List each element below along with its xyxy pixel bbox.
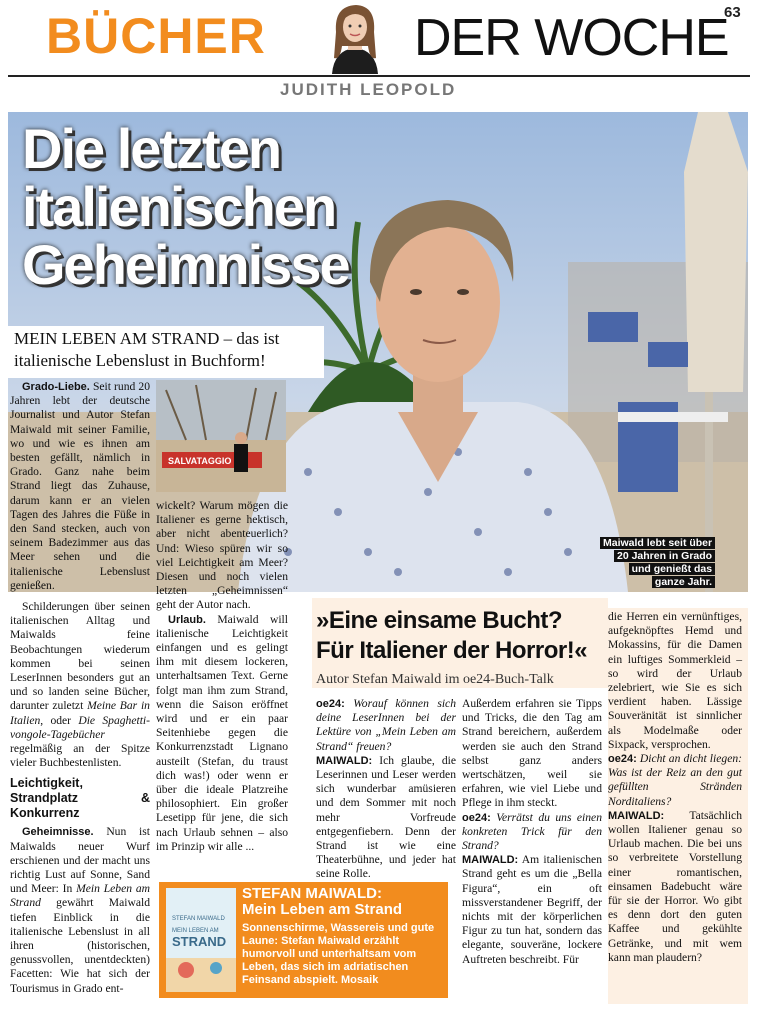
lifeguard-sign: SALVATAGGIO xyxy=(168,456,232,466)
header-rule xyxy=(8,75,750,77)
headline-line-2: italienischen xyxy=(22,175,336,238)
paragraph: Maiwald will italienische Leichtigkeit einfangen und es gelingt ihm mit diesem lockeren, unterhaltsamen Text. Gerne folgt man ihm zum Strand, wenn die Saison eröffnet wird und er ein paar Seitenhiebe gegen die Konkurrenzstadt Lignano austeilt (Stefan, du traust dich was!) oder wenn er über die ideale Platzreihe philosophiert. Ein großer Lesetipp für jene, die sich nach Urlaub sehnen – also im Prinzip wir alle ... xyxy=(156,612,288,853)
article-column-2 xyxy=(156,499,288,854)
answer-label: MAIWALD: xyxy=(462,854,519,867)
paragraph: Schilderungen über seinen italienischen Alltag und Maiwalds feine Beobachtungen wiederum kommen bei seinen LeserInnen besonders gut an und so landen seine Bücher, darunter zuletzt xyxy=(10,600,150,713)
paragraph: Seit rund 20 Jahren lebt der deutsche Journalist und Autor Stefan Maiwald mit seiner Familie, wo und wie es ihnen am besten gefällt, nämlich in Grado. Ganz nahe beim Strand liegt das Zuhause, darum kann er an vielen Tagen des Jahres die Füße in den Sand stecken, auch von seinem Badezimmer aus das Meer sehen und die italienische Lebenslust genießen. xyxy=(10,380,150,592)
interview-title xyxy=(316,606,587,666)
book-title: Meine Bar in Italien xyxy=(10,699,150,727)
book-box-author: STEFAN MAIWALD: xyxy=(242,885,382,902)
answer-text: Tatsächlich wollen Italiener genau so Urlaub machen. Die bei uns so verbreitete Vorstellung einer romantischen, einsamen Badebucht wäre für sie der Horror. Wo gibt es denn dort den guten Kaffee und gekühlte Getränke, und mit wem kann man plaudern? xyxy=(608,808,742,964)
interview-title-line-1: »Eine einsame Bucht? xyxy=(316,607,563,634)
column-author: JUDITH LEOPOLD xyxy=(280,80,457,99)
paragraph: wickelt? Warum mögen die Italiener es gerne hektisch, aber nicht abenteuerlich? Und: Wieso spüren wir so viel Leichtigkeit am Meer? Diesen und noch vielen letzten „Geheimnissen“ geht der Autor nach. xyxy=(156,499,288,612)
question-text: Verrätst du uns einen konkreten Trick für den Strand? xyxy=(462,810,602,853)
question-text: Worauf können sich deine LeserInnen bei der Lektüre von „Mein Leben am Strand“ freuen? xyxy=(316,697,457,753)
question-label: oe24: xyxy=(608,753,637,766)
question-label: oe24: xyxy=(316,698,345,710)
answer-text: Ich glaube, die Leserinnen und Leser werden sich wunderbar amüsieren und dem Sommer mit noch mehr Vorfreude entgegenfiebern. Denn der Strand ist wie eine Theaterbühne, und jeder hat seine Rolle. xyxy=(316,753,456,881)
interview-column-3 xyxy=(608,610,742,965)
book-box-book-title: Mein Leben am Strand xyxy=(242,901,403,918)
article-column-1b xyxy=(10,600,150,996)
author-beach-photo xyxy=(156,380,286,492)
answer-text: Außerdem erfahren sie Tipps und Tricks, die den Tag am Strand bereichern, außerdem werden sie auch den Strand selbst ganz anders wertschätzen, weil sie erfahren, wie viel Liebe und Pflege in ihm steckt. xyxy=(462,697,602,810)
subheadline: MEIN LEBEN AM STRAND – das ist italienische Lebenslust in Buchform! xyxy=(8,326,324,378)
book-title: Mein Leben am Strand xyxy=(10,882,150,910)
book-cover-author: STEFAN MAIWALD xyxy=(172,916,225,922)
paragraph: gewährt Maiwald tiefen Einblick in die italienische Lebenslust in all ihren (historischen, genussvollen, unentdeckten) Facetten: Wie hat sich der Tourismus in Grado ent- xyxy=(10,896,150,995)
paragraph: regelmäßig an der Spitze vieler Buchbestenlisten. xyxy=(10,742,150,770)
interview-column-1 xyxy=(316,697,456,882)
section-title-books: BÜCHER xyxy=(46,8,266,64)
interview-subtitle: Autor Stefan Maiwald im oe24-Buch-Talk xyxy=(316,672,554,687)
answer-label: MAIWALD: xyxy=(608,809,665,822)
headline-line-3: Geheimnisse xyxy=(22,233,349,296)
author-portrait xyxy=(314,2,396,74)
caption-line: 20 Jahren in Grado xyxy=(614,550,715,562)
book-box-text: Sonnenschirme, Wassereis und gute Laune: Stefan Maiwald erzählt humorvoll und unterhaltsam vom Leben, das sich im adriatischen Feinsand abspielt. Mosaik xyxy=(242,922,435,986)
headline-line-1: Die letzten xyxy=(22,117,281,180)
answer-text: Am italienischen Strand geht es um die „Bella Figura“, ein oft missverstandener Begriff, der nichts mit der körperlichen Figur zu tun hat, sondern das elegante, souveräne, lockere Auftreten beschreibt. Für xyxy=(462,853,602,966)
section-subheading: Leichtigkeit, Strandplatz & Konkurrenz xyxy=(10,776,150,821)
section-title-week: DER WOCHE xyxy=(414,9,729,67)
paragraph: , oder xyxy=(40,713,79,727)
answer-label: MAIWALD: xyxy=(316,754,373,767)
caption-line: ganze Jahr. xyxy=(652,576,715,588)
article-column-1a xyxy=(10,380,150,593)
caption-line: und genießt das xyxy=(629,563,716,575)
interview-column-2 xyxy=(462,697,602,967)
lead-word: Grado-Liebe. xyxy=(22,381,90,393)
photo-caption xyxy=(600,537,715,589)
page-number: 63 xyxy=(724,4,741,21)
question-text: Dicht an dicht liegen: Was ist der Reiz an den gut gefüllten Stränden Norditaliens? xyxy=(608,752,742,808)
lead-word: Geheimnisse. xyxy=(22,826,94,839)
interview-title-line-2: Für Italiener der Horror!« xyxy=(316,637,588,664)
caption-line: Maiwald lebt seit über xyxy=(600,537,715,549)
paragraph: Nun ist Maiwalds neuer Wurf erschienen und der macht uns richtig Lust auf Sonne, Sand und Meer: In xyxy=(10,825,150,896)
book-title: Die Spaghetti-vongole-Tagebücher xyxy=(10,713,151,741)
book-cover xyxy=(166,888,236,992)
answer-text: die Herren ein vernünftiges, aufgeknöpftes Hemd und Mokassins, für die Damen ein luftiges Sommerkleid – so wird der Urlaub zelebriert, wie Sie es sich verdient haben. Lässige Souveränität ist sinnlicher als Modelmaße oder Sixpack, versprochen. xyxy=(608,610,742,751)
question-label: oe24: xyxy=(462,811,491,824)
book-box-title xyxy=(242,886,446,918)
book-cover-title-1: MEIN LEBEN AM xyxy=(172,928,219,934)
headline xyxy=(22,117,349,296)
book-cover-title-2: STRAND xyxy=(172,934,227,949)
lead-word: Urlaub. xyxy=(168,613,206,626)
